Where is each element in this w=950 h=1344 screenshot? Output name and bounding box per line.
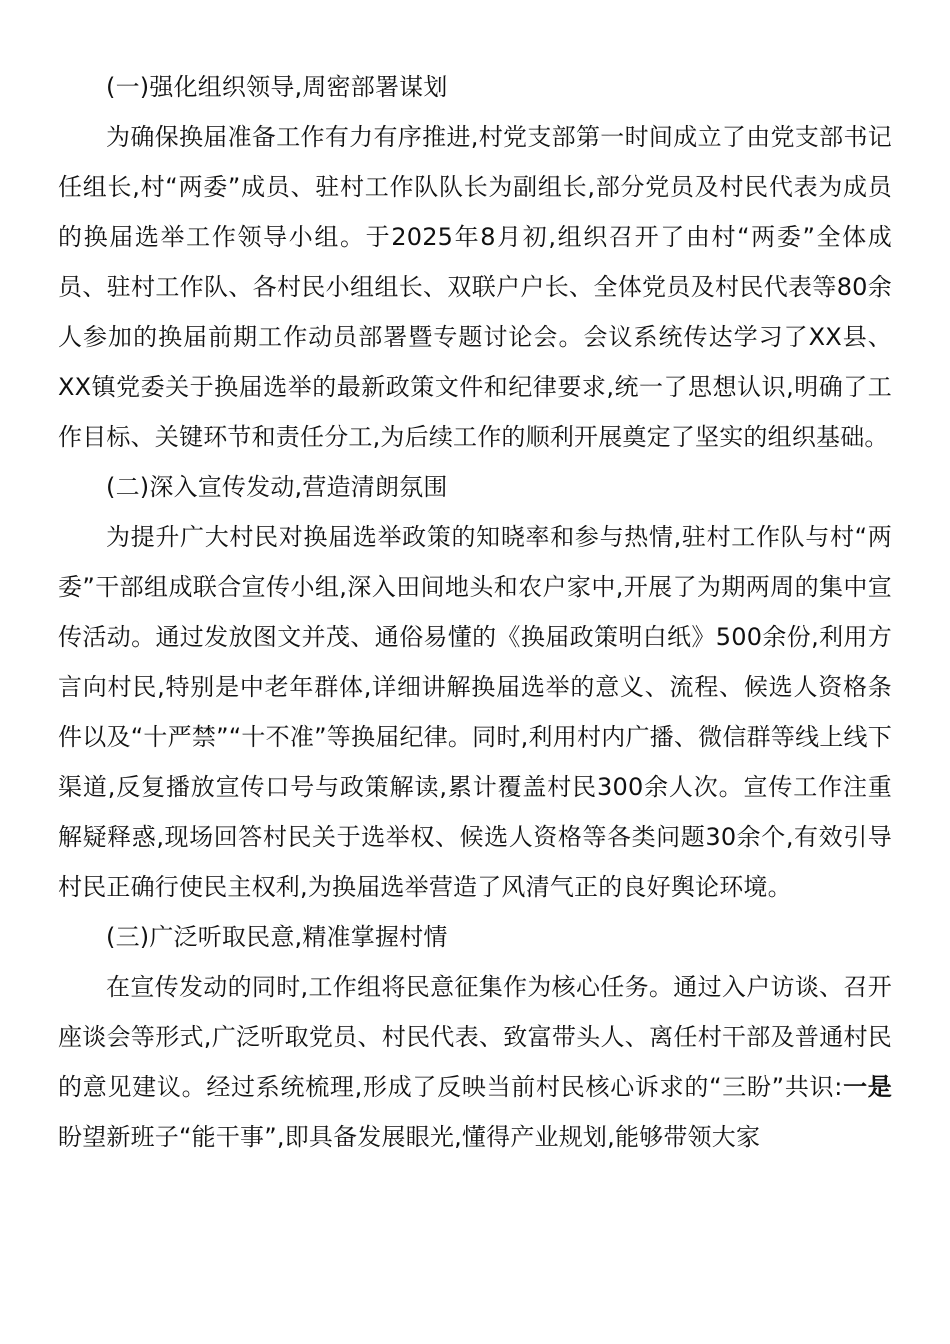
section-1-paragraph: 为确保换届准备工作有力有序推进,村党支部第一时间成立了由党支部书记任组长,村“两委”成员、驻村工作队队长为副组长,部分党员及村民代表为成员的换届选举工作领导小组。于2025年8月初,组织召开了由村“两委”全体成员、驻村工作队、各村民小组组长、双联户户长、全体党员及村民代表等80余人参加的换届前期工作动员部署暨专题讨论会。会议系统传达学习了XX县、XX镇党委关于换届选举的最新政策文件和纪律要求,统一了思想认识,明确了工作目标、关键环节和责任分工,为后续工作的顺利开展奠定了坚实的组织基础。 xyxy=(58,123,892,451)
section-3-heading: (三)广泛听取民意,精准掌握村情 xyxy=(106,923,448,951)
section-1-heading: (一)强化组织领导,周密部署谋划 xyxy=(106,73,448,101)
section-3-paragraph xyxy=(58,962,892,1162)
section-3-paragraph-rest: 盼望新班子“能干事”,即具备发展眼光,懂得产业规划,能够带领大家 xyxy=(58,1123,761,1151)
section-3-paragraph-intro: 在宣传发动的同时,工作组将民意征集作为核心任务。通过入户访谈、召开座谈会等形式,广泛听取党员、村民代表、致富带头人、离任村干部及普通村民的意见建议。经过系统梳理,形成了反映当前村民核心诉求的“三盼”共识: xyxy=(58,973,892,1101)
document-page xyxy=(58,62,892,1162)
section-2-heading: (二)深入宣传发动,营造清朗氛围 xyxy=(106,473,448,501)
section-3-paragraph-bold: 一是 xyxy=(842,1073,892,1101)
section-2-paragraph: 为提升广大村民对换届选举政策的知晓率和参与热情,驻村工作队与村“两委”干部组成联合宣传小组,深入田间地头和农户家中,开展了为期两周的集中宣传活动。通过发放图文并茂、通俗易懂的《换届政策明白纸》500余份,利用方言向村民,特别是中老年群体,详细讲解换届选举的意义、流程、候选人资格条件以及“十严禁”“十不准”等换届纪律。同时,利用村内广播、微信群等线上线下渠道,反复播放宣传口号与政策解读,累计覆盖村民300余人次。宣传工作注重解疑释惑,现场回答村民关于选举权、候选人资格等各类问题30余个,有效引导村民正确行使民主权利,为换届选举营造了风清气正的良好舆论环境。 xyxy=(58,523,892,901)
